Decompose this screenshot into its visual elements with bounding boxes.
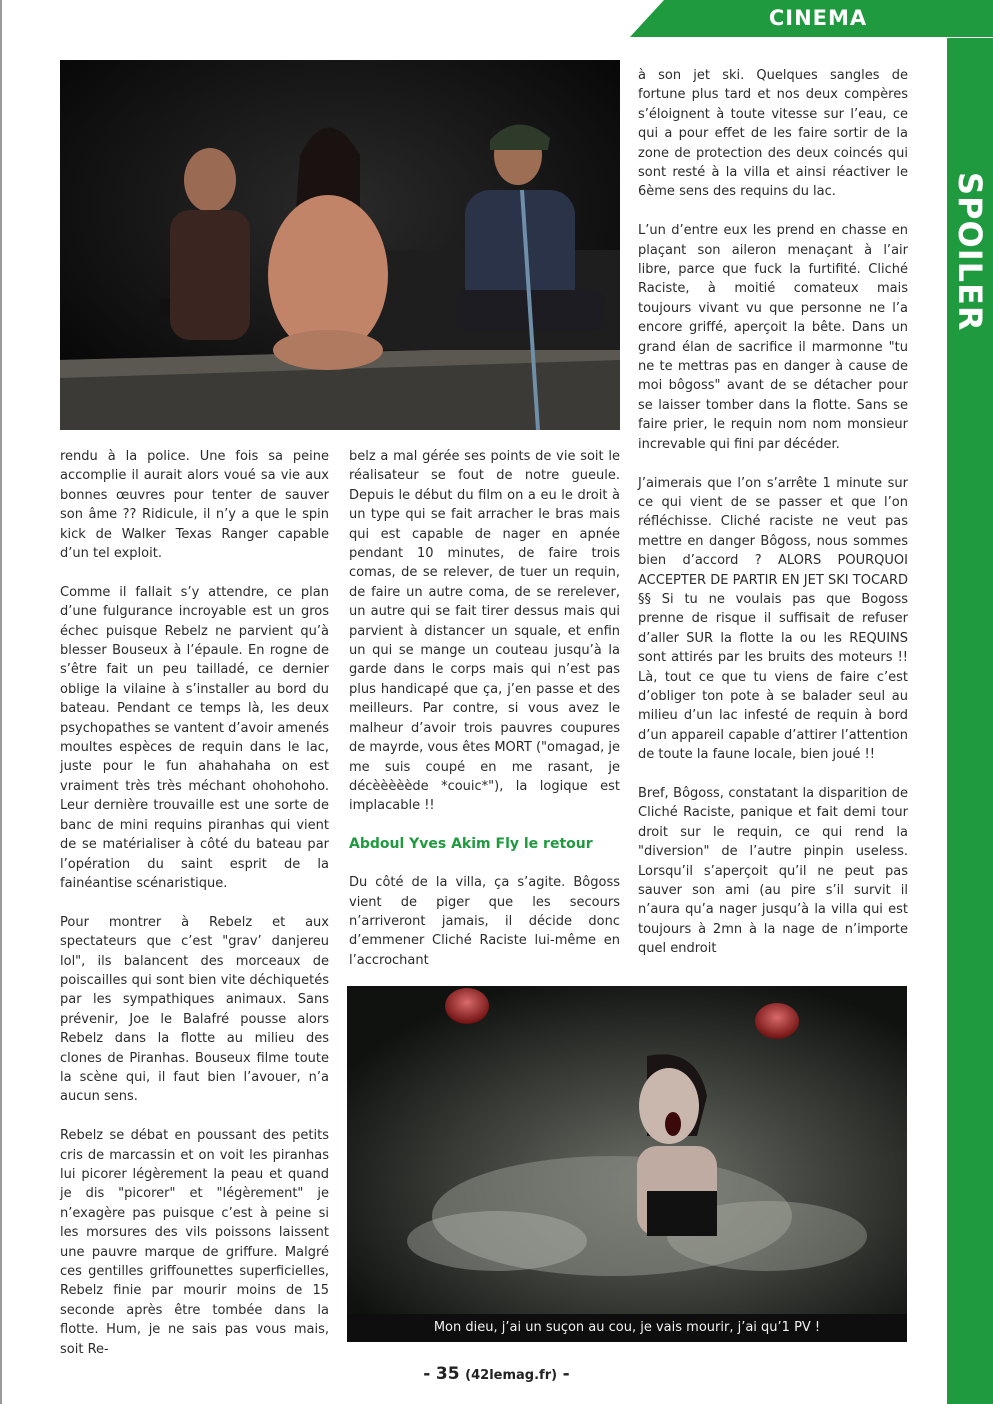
footer-dash-left: - xyxy=(423,1364,431,1384)
side-label: SPOILER xyxy=(951,172,989,332)
site-name: (42lemag.fr) xyxy=(465,1368,558,1383)
page-number: 35 xyxy=(435,1364,460,1384)
paragraph: rendu à la police. Une fois sa peine accomplie il aurait alors voué sa vie aux bonnes œuvres pour tenter de sauver son âme ?? Ridicule, il n’y a que le spin kick de Walker Texas Ranger capable d’un tel exploit. xyxy=(60,449,329,562)
page-edge-line xyxy=(0,0,2,1404)
paragraph: Rebelz se débat en poussant des petits cris de marcassin et on voit les piranhas lui picorer légèrement la peau et quand je dis "picorer" et "légèrement" je n’exagère pas puisque c’est à peine si les morsures des vils poissons laissent une pauvre marque de griffure. Malgré ces gentilles griffounettes superficielles, Rebelz finie par mourir moins de 15 seconde après être tombée dans la flotte. Hum, je ne sais pas vous mais, soit Re- xyxy=(60,1128,329,1357)
page-footer xyxy=(0,1364,993,1384)
boat-scene-illustration xyxy=(60,60,620,430)
section-heading: Abdoul Yves Akim Fly le retour xyxy=(349,836,593,853)
paragraph: J’aimerais que l’on s’arrête 1 minute sur ce qui vient de se passer et que l’on réfléchisse. Cliché raciste ne veut pas mettre en danger Bôgoss, nous sommes bien d’accord ? ALORS POURQUOI ACCEPTER DE PARTIR EN JET SKI TOCARD §§ Si tu ne voulais pas que Bogoss prenne de risque il suffisait de refuser d’aller SUR la flotte la ou les REQUINS sont attirés par les bruits des moteurs !! Là, tout ce que tu viens de faire c’est d’obliger ton pote à se balader seul au milieu d’un lac infesté de requin à bord d’un appareil capable d’attirer l’attention de toute la faune locale, bien joué !! xyxy=(638,475,908,763)
water-scene-illustration xyxy=(347,986,907,1314)
text-column-2 xyxy=(349,447,620,970)
paragraph: belz a mal gérée ses points de vie soit le réalisateur se fout de notre gueule. Depuis le début du film on a eu le droit à un type qui se fait arracher le bras mais qui est capable de nager en apnée pendant 10 minutes, de faire trois comas, de se relever, de tuer un requin, de faire un autre coma, de se rerelever, un autre qui se fait tirer dessus mais qui parvient à distancer un squale, et enfin un qui se mange un couteau jusqu’à la garde dans le corps mais qui n’est pas plus handicapé que ça, j’en passe et des meilleurs. Par contre, si vous avez le malheur d’avoir trois pauvres coupures de mayrde, vous êtes MORT ("omagad, je me suis coupé en me rasant, je décèèèèède *couic*"), la logique est implacable !! xyxy=(349,449,620,814)
boat-scene-photo xyxy=(60,60,620,430)
paragraph: à son jet ski. Quelques sangles de fortune plus tard et nos deux compères s’éloignent à toute vitesse sur l’eau, ce qui a pour effet de les faire sortir de la zone de protection des deux coincés qui sont resté à la villa et ainsi réactiver le 6ème sens des requins du lac. xyxy=(638,68,908,200)
paragraph: Du côté de la villa, ça s’agite. Bôgoss vient de piger que les secours n’arriveront jamais, il décide donc d’emmener Cliché Raciste lui-même en l’accrochant xyxy=(349,875,620,968)
paragraph: Comme il fallait s’y attendre, ce plan d’une fulgurance incroyable est un gros échec puisque Rebelz ne parvient qu’à blesser Bouseux à l’épaule. En rogne de s’être fait un peu tailladé, ce dernier oblige la vilaine à s’installer au bord du bateau. Pendant ce temps là, les deux psychopathes se vantent d’avoir amenés moultes espèces de requin dans le lac, juste pour le fun ahahahaha on est vraiment très très méchant ohohohoho. Leur dernière trouvaille est une sorte de banc de mini requins piranhas qui vient de se matérialiser à côté du bateau par l’opération du saint esprit de la fainéantise scénaristique. xyxy=(60,584,329,891)
text-column-1 xyxy=(60,447,329,1359)
section-title: CINEMA xyxy=(768,6,868,30)
paragraph: L’un d’entre eux les prend en chasse en plaçant son aileron menaçant à l’air libre, parce que fuck la furtifité. Cliché Raciste, à moitié comateux mais toujours vivant vu que personne ne l’a encore griffé, aperçoit la bête. Dans un grand élan de sacrifice il marmonne "tu ne te mettras pas en danger à cause de moi bôgoss" avant de se détacher pour se laisser tomber dans la flotte. Sans se faire prier, le requin nom nom monsieur increvable qui fini par décéder. xyxy=(638,223,908,452)
photo-caption: Mon dieu, j’ai un suçon au cou, je vais mourir, j’ai qu’1 PV ! xyxy=(347,1314,907,1342)
paragraph: Pour montrer à Rebelz et aux spectateurs que c’est "grav’ danjereu lol", ils balancent des morceaux de poiscailles qui sont bien vite déchiquetés par les sympathiques animaux. Sans prévenir, Joe le Balafré pousse alors Rebelz dans la flotte au milieu des clones de Piranhas. Bouseux filme toute la scène qui, il faut bien l’avouer, n’a aucun sens. xyxy=(60,914,329,1105)
paragraph: Bref, Bôgoss, constatant la disparition de Cliché Raciste, panique et fait demi tour droit sur le requin, ce qui rend la "diversion" de l’autre pinpin useless. Lorsqu’il s’aperçoit qu’il ne peut pas sauver son ami (au pire s’il survit il n’aura qu’a nager jusqu’à la villa qui est toujours à 2mn à la nage de n’importe quel endroit xyxy=(638,785,908,957)
water-scene-photo xyxy=(347,986,907,1314)
text-column-3 xyxy=(638,66,908,959)
footer-dash-right: - xyxy=(562,1364,570,1384)
